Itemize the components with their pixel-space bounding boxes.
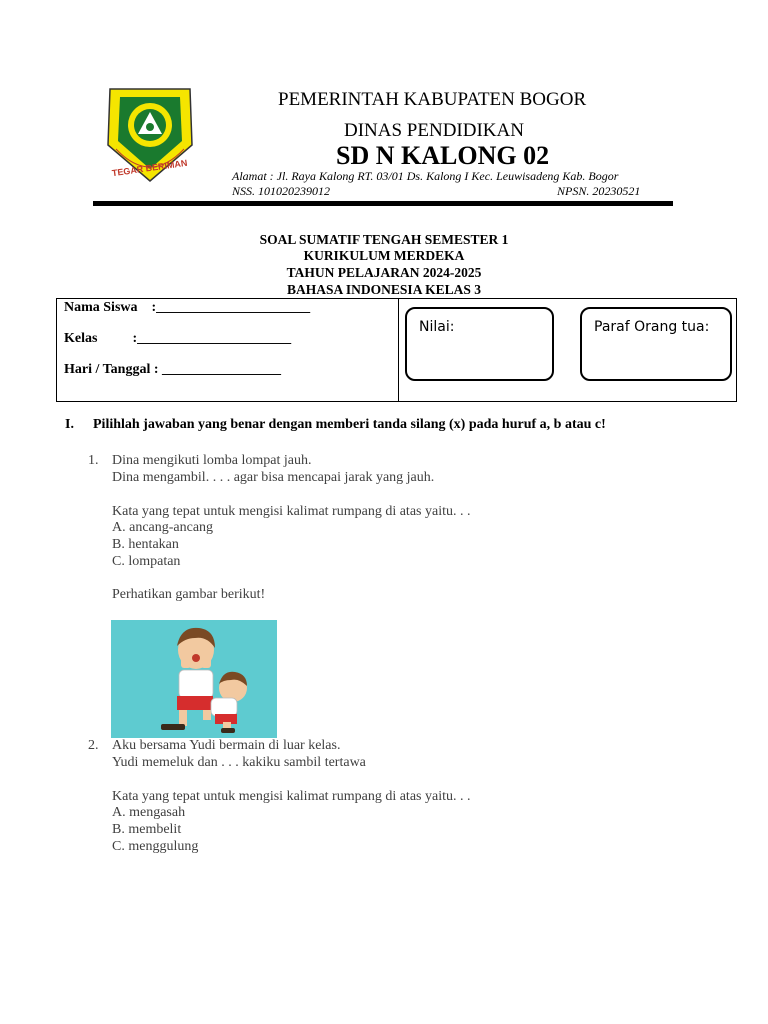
- picture-note: Perhatikan gambar berikut!: [112, 587, 266, 602]
- question-text-line: Aku bersama Yudi bermain di luar kelas.: [112, 738, 341, 753]
- identity-divider: [398, 299, 399, 401]
- parent-signature-box[interactable]: Paraf Orang tua:: [580, 307, 732, 381]
- government-name: PEMERINTAH KABUPATEN BOGOR: [278, 89, 587, 110]
- question-prompt: Kata yang tepat untuk mengisi kalimat rumpang di atas yaitu. . .: [112, 504, 471, 519]
- student-name-field[interactable]: Nama Siswa :______________________: [64, 300, 311, 315]
- section-instruction: [65, 417, 606, 433]
- question-number: 2.: [88, 738, 99, 753]
- answer-option[interactable]: B. hentakan: [112, 537, 179, 552]
- score-box[interactable]: Nilai:: [405, 307, 554, 381]
- children-playing-picture: [111, 620, 277, 738]
- academic-year: TAHUN PELAJARAN 2024-2025: [286, 265, 482, 280]
- student-identity-box: [56, 298, 737, 402]
- answer-option[interactable]: C. menggulung: [112, 839, 199, 854]
- question-prompt: Kata yang tepat untuk mengisi kalimat rumpang di atas yaitu. . .: [112, 789, 471, 804]
- answer-option[interactable]: B. membelit: [112, 822, 182, 837]
- school-name: SD N KALONG 02: [336, 141, 550, 170]
- department-name: DINAS PENDIDIKAN: [344, 120, 524, 141]
- answer-option[interactable]: A. ancang-ancang: [112, 520, 214, 535]
- question-text-line: Yudi memeluk dan . . . kakiku sambil tertawa: [112, 755, 366, 770]
- logo-motto: TEGAR BERIMAN: [111, 157, 188, 179]
- question-text-line: Dina mengambil. . . . agar bisa mencapai jarak yang jauh.: [112, 470, 435, 485]
- answer-option[interactable]: A. mengasah: [112, 805, 186, 820]
- school-address: Alamat : Jl. Raya Kalong RT. 03/01 Ds. Kalong I Kec. Leuwisadeng Kab. Bogor: [232, 169, 619, 183]
- date-field[interactable]: Hari / Tanggal : _________________: [64, 362, 282, 377]
- answer-option[interactable]: C. lompatan: [112, 554, 181, 569]
- section-number: I.: [65, 417, 74, 432]
- question-number: 1.: [88, 453, 99, 468]
- exam-title: SOAL SUMATIF TENGAH SEMESTER 1: [259, 232, 509, 247]
- school-nss: NSS. 101020239012: [232, 184, 331, 198]
- subject-class: BAHASA INDONESIA KELAS 3: [287, 282, 481, 297]
- question-text-line: Dina mengikuti lomba lompat jauh.: [112, 453, 312, 468]
- class-field[interactable]: Kelas :______________________: [64, 331, 292, 346]
- school-district-logo: [104, 85, 196, 185]
- header-divider: [93, 201, 673, 206]
- school-npsn: NPSN. 20230521: [557, 184, 641, 198]
- section-text: Pilihlah jawaban yang benar dengan memberi tanda silang (x) pada huruf a, b atau c!: [93, 417, 606, 432]
- curriculum-title: KURIKULUM MERDEKA: [303, 248, 465, 263]
